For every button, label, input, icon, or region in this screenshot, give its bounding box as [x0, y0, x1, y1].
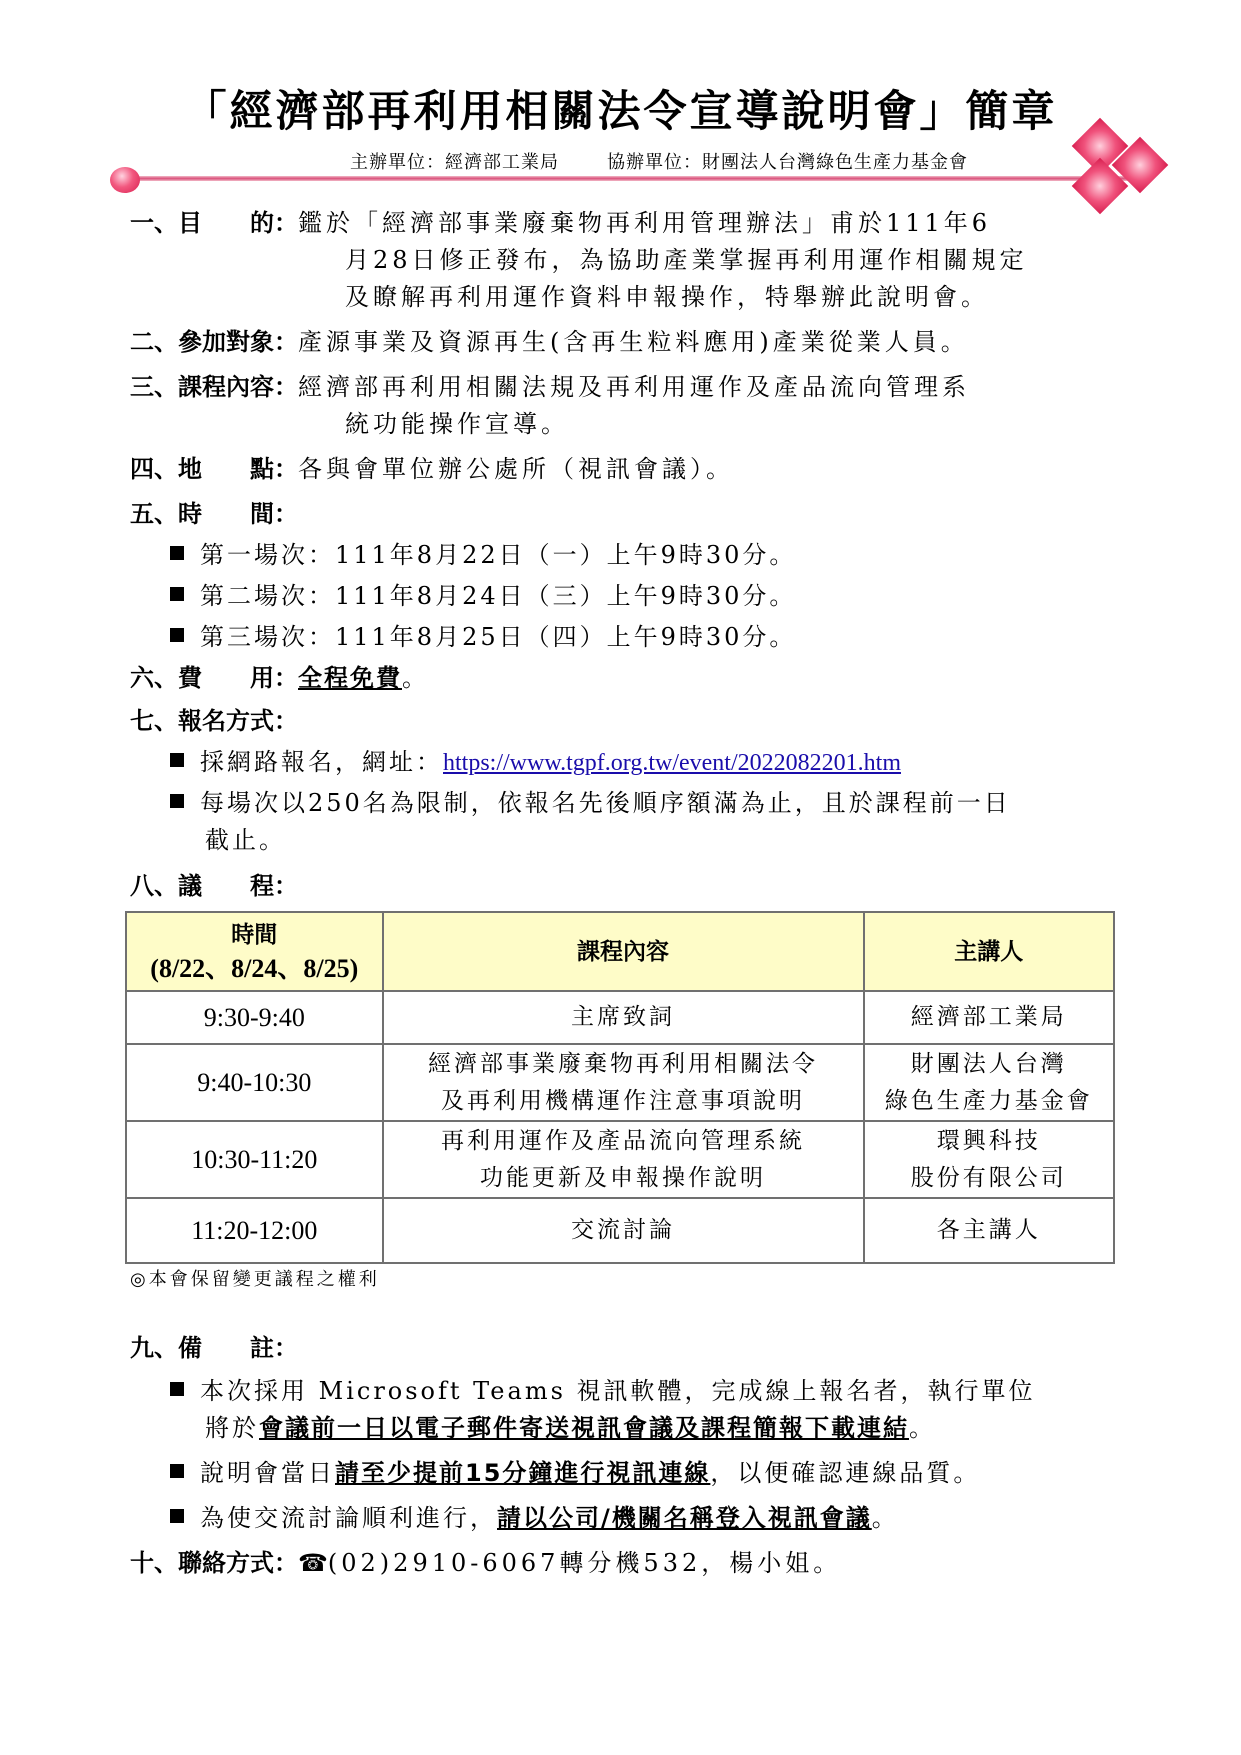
- registration-online-item: [170, 744, 901, 782]
- purpose-line: 及瞭解再利用運作資料申報操作，特舉辦此說明會。: [345, 283, 989, 311]
- participants-text: 產源事業及資源再生(含再生粒料應用)產業從業人員。: [298, 328, 969, 356]
- section-fee: [130, 660, 426, 697]
- header-time-line: 時間: [231, 921, 278, 948]
- row-content: [383, 1198, 864, 1263]
- row-content-line: 主席致詞: [571, 1004, 676, 1030]
- section-label: 一、目 的：: [130, 209, 298, 237]
- purpose-line: 鑑於「經濟部事業廢棄物再利用管理辦法」甫於111年6: [298, 209, 992, 237]
- row-speaker-line: 經濟部工業局: [910, 1004, 1067, 1030]
- table-row: [126, 1121, 1114, 1198]
- section-participants: [130, 324, 969, 361]
- row-time: 9:40-10:30: [126, 1044, 383, 1121]
- bullet-square-icon: [170, 794, 184, 808]
- table-row: [126, 991, 1114, 1044]
- row-speaker-line: 綠色生產力基金會: [884, 1087, 1093, 1114]
- section-time: [130, 496, 298, 533]
- content-line: 統功能操作宣導。: [345, 410, 569, 438]
- remark-text: 。: [909, 1414, 936, 1442]
- decorative-divider: [125, 176, 1135, 181]
- section-remarks: [130, 1330, 298, 1367]
- row-content-line: 交流討論: [571, 1217, 676, 1243]
- agenda-header-row: [126, 912, 1114, 991]
- row-content-line: 功能更新及申報操作說明: [480, 1164, 767, 1191]
- bullet-square-icon: [170, 546, 184, 560]
- session-item: [170, 619, 796, 656]
- remark-text: 為使交流討論順利進行，: [200, 1504, 497, 1532]
- page-title: 「經濟部再利用相關法令宣導說明會」簡章: [183, 87, 1058, 137]
- row-speaker-line: 環興科技: [936, 1127, 1041, 1154]
- section-label: 六、費 用：: [130, 664, 298, 692]
- row-speaker-line: 各主講人: [936, 1217, 1041, 1243]
- section-location: [130, 451, 734, 488]
- row-speaker: [864, 1121, 1115, 1198]
- bullet-square-icon: [170, 1509, 184, 1523]
- section-contact: [130, 1545, 841, 1582]
- section-registration: [130, 703, 298, 740]
- row-time: 10:30-11:20: [126, 1121, 383, 1198]
- remark-item: [170, 1500, 899, 1537]
- phone-icon: ☎: [298, 1549, 328, 1577]
- section-label: 四、地 點：: [130, 455, 298, 483]
- table-row: [126, 1198, 1114, 1263]
- header-time: [126, 912, 383, 991]
- session-text: 第一場次：111年8月22日（一）上午9時30分。: [200, 541, 797, 569]
- table-row: [126, 1044, 1114, 1121]
- bullet-square-icon: [170, 753, 184, 767]
- row-content-line: 及再利用機構運作注意事項說明: [441, 1087, 806, 1114]
- remark-emphasis: 請以公司/機關名稱登入視訊會議: [497, 1504, 872, 1532]
- section-label: 八、議 程：: [130, 872, 298, 900]
- row-time: 9:30-9:40: [126, 991, 383, 1044]
- registration-online-prefix: 採網路報名，網址：: [200, 748, 443, 776]
- row-speaker: [864, 1198, 1115, 1263]
- row-content: [383, 991, 864, 1044]
- remark-text: ，以便確認連線品質。: [710, 1459, 981, 1487]
- section-agenda: [130, 868, 298, 905]
- row-speaker-line: 股份有限公司: [910, 1164, 1067, 1191]
- section-label: 二、參加對象：: [130, 328, 298, 356]
- agenda-note: ◎本會保留變更議程之權利: [130, 1269, 380, 1290]
- remark-item: [170, 1455, 980, 1492]
- registration-limit-text: 截止。: [205, 826, 286, 854]
- row-speaker: [864, 991, 1115, 1044]
- organizer: 主辦單位：經濟部工業局: [350, 152, 559, 173]
- row-speaker-line: 財團法人台灣: [910, 1050, 1067, 1077]
- remark-continuation: [205, 1410, 936, 1447]
- row-content: [383, 1121, 864, 1198]
- purpose-line: 月28日修正發布，為協助產業掌握再利用運作相關規定: [345, 246, 1028, 274]
- session-text: 第三場次：111年8月25日（四）上午9時30分。: [200, 623, 797, 651]
- remark-emphasis: 會議前一日以電子郵件寄送視訊會議及課程簡報下載連結: [259, 1414, 909, 1442]
- fee-value: 全程免費: [298, 664, 402, 692]
- agenda-table: [125, 911, 1115, 1264]
- row-content: [383, 1044, 864, 1121]
- header-content: 課程內容: [383, 912, 864, 991]
- location-text: 各與會單位辦公處所（視訊會議）。: [298, 455, 734, 483]
- contact-text: (02)2910-6067轉分機532，楊小姐。: [327, 1549, 842, 1577]
- row-content-line: 再利用運作及產品流向管理系統: [441, 1127, 806, 1154]
- section-label: 十、聯絡方式：: [130, 1549, 298, 1577]
- fee-suffix: 。: [402, 664, 426, 692]
- header-speaker: 主講人: [864, 912, 1115, 991]
- section-label: 七、報名方式：: [130, 707, 298, 735]
- session-item: [170, 578, 796, 615]
- organizers-line: [350, 148, 968, 174]
- row-speaker: [864, 1044, 1115, 1121]
- bullet-square-icon: [170, 587, 184, 601]
- remark-text: 本次採用 Microsoft Teams 視訊軟體，完成線上報名者，執行單位: [200, 1377, 1036, 1405]
- section-label: 三、課程內容：: [130, 373, 298, 401]
- content-line: 經濟部再利用相關法規及再利用運作及產品流向管理系: [298, 373, 970, 401]
- registration-limit-text: 每場次以250名為限制，依報名先後順序額滿為止，且於課程前一日: [200, 789, 1011, 817]
- co-organizer: 協辦單位：財團法人台灣綠色生產力基金會: [607, 152, 968, 173]
- remark-emphasis: 請至少提前15分鐘進行視訊連線: [335, 1459, 711, 1487]
- header-time-dates: (8/22、8/24、8/25): [150, 953, 359, 983]
- remark-text: 。: [871, 1504, 899, 1532]
- section-content: [130, 369, 970, 406]
- section-label: 五、時 間：: [130, 500, 298, 528]
- remark-text: 將於: [205, 1414, 259, 1442]
- bullet-square-icon: [170, 628, 184, 642]
- registration-limit-item: [170, 785, 1011, 822]
- bullet-square-icon: [170, 1382, 184, 1396]
- remark-text: 說明會當日: [200, 1459, 335, 1487]
- section-purpose: [130, 205, 991, 242]
- section-label: 九、備 註：: [130, 1334, 298, 1362]
- decorative-ball-icon: [110, 167, 140, 193]
- bullet-square-icon: [170, 1464, 184, 1478]
- registration-link[interactable]: https://www.tgpf.org.tw/event/2022082201.htm: [443, 750, 901, 776]
- session-item: [170, 537, 796, 574]
- remark-item: [170, 1373, 1036, 1410]
- row-time: 11:20-12:00: [126, 1198, 383, 1263]
- session-text: 第二場次：111年8月24日（三）上午9時30分。: [200, 582, 797, 610]
- row-content-line: 經濟部事業廢棄物再利用相關法令: [428, 1050, 819, 1077]
